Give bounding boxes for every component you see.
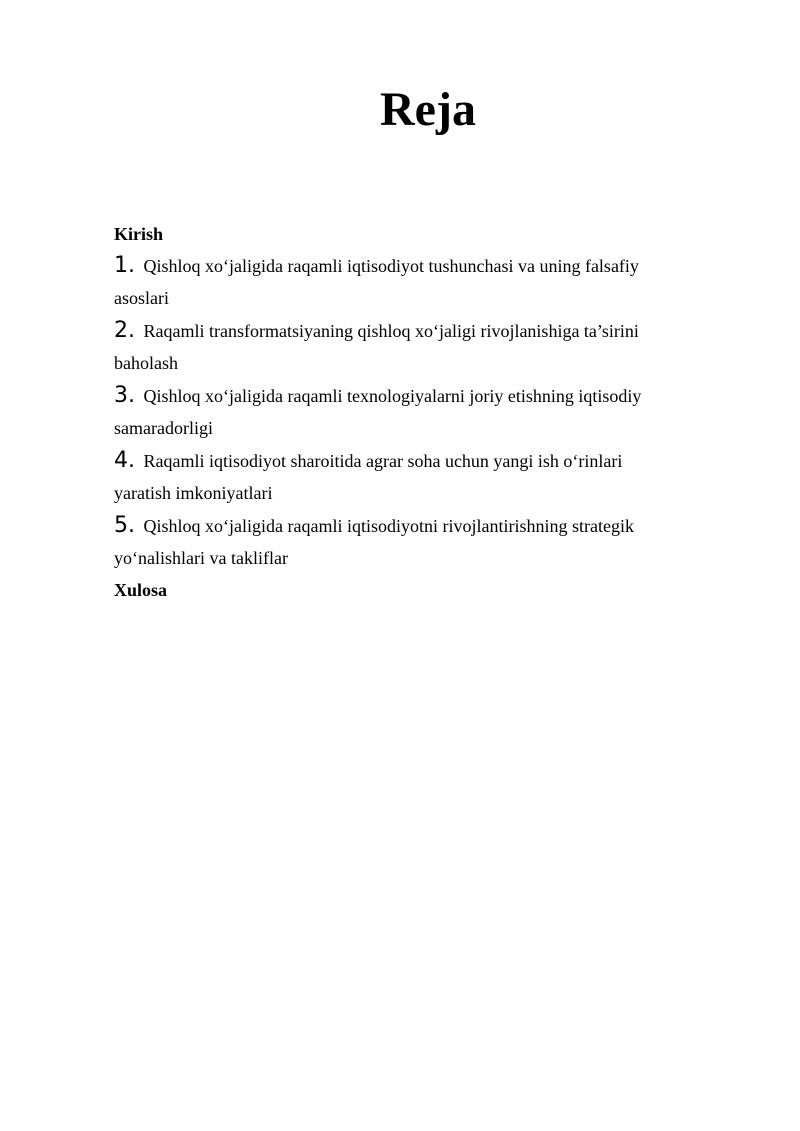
plan-item-text: Raqamli iqtisodiyot sharoitida agrar soha uchun yangi ish o‘rinlari yaratish imkoniyatlari (114, 451, 623, 503)
page-title: Reja (380, 83, 476, 136)
plan-item-text: Qishloq xo‘jaligida raqamli texnologiyalarni joriy etishning iqtisodiy samaradorligi (114, 386, 642, 438)
plan-item-4 (114, 445, 674, 509)
plan-item-3 (114, 380, 674, 444)
plan-item-2 (114, 315, 674, 379)
plan-item-number: 2. (114, 318, 135, 343)
plan-item-1 (114, 250, 674, 314)
plan-item-number: 3. (114, 383, 135, 408)
plan-item-number: 5. (114, 513, 135, 538)
plan-item-text: Qishloq xo‘jaligida raqamli iqtisodiyotni rivojlantirishning strategik yo‘nalishlari va takliflar (114, 516, 634, 568)
intro-heading: Kirish (114, 224, 164, 244)
plan-item-number: 1. (114, 253, 135, 278)
plan-item-text: Qishloq xo‘jaligida raqamli iqtisodiyot tushunchasi va uning falsafiy asoslari (114, 256, 639, 308)
conclusion-heading: Xulosa (114, 580, 168, 600)
plan-item-text: Raqamli transformatsiyaning qishloq xo‘jaligi rivojlanishiga ta’sirini baholash (114, 321, 639, 373)
plan-content (114, 222, 674, 606)
plan-item-number: 4. (114, 448, 135, 473)
plan-item-5 (114, 510, 674, 574)
